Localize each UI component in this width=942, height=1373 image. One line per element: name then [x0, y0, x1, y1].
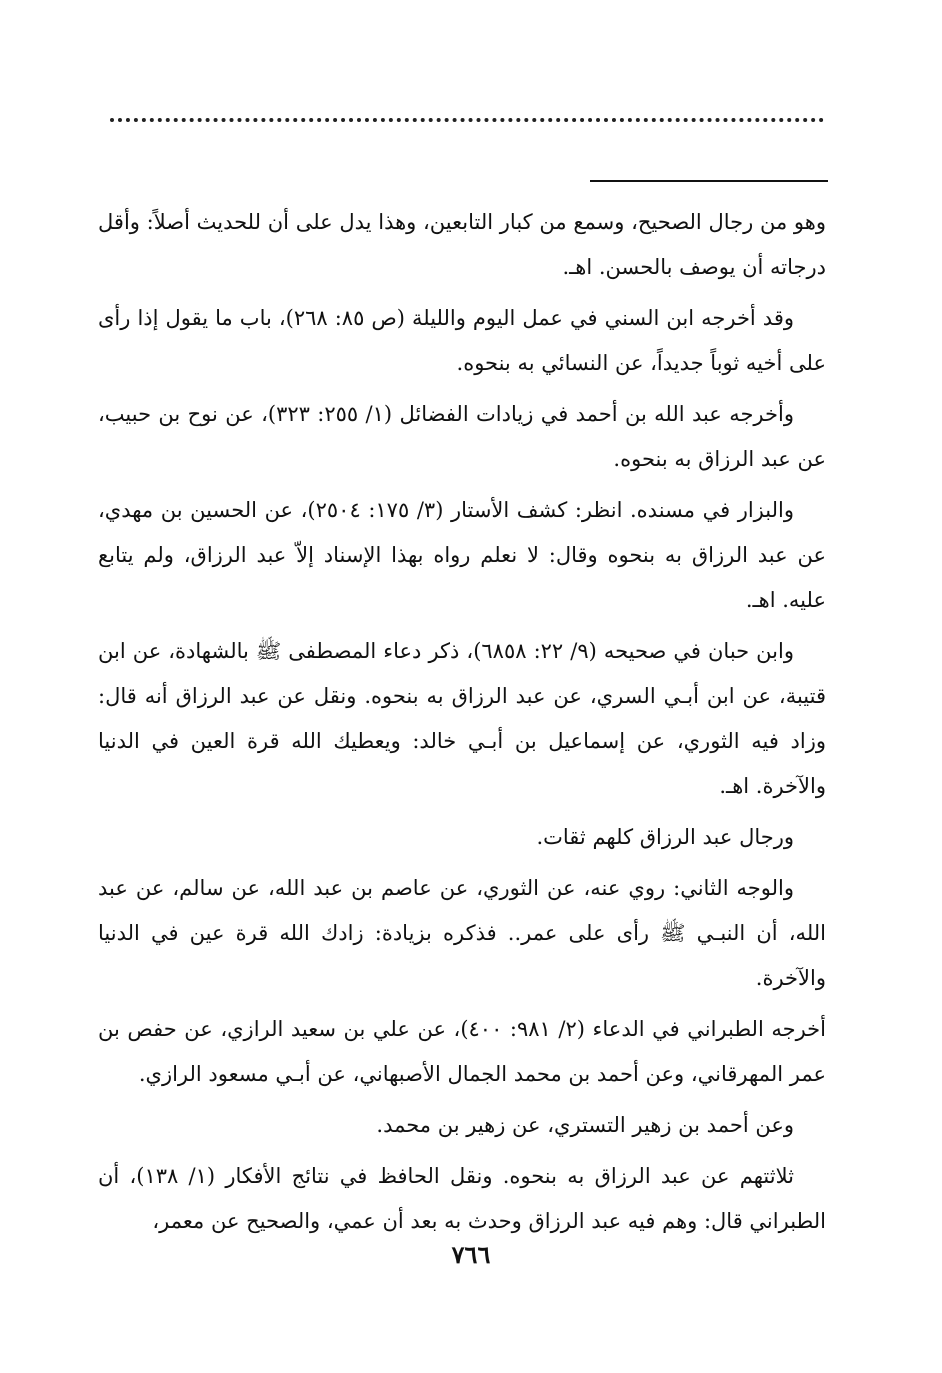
paragraph: ثلاثتهم عن عبد الرزاق به بنحوه. ونقل الحافظ في نتائج الأفكار (١/ ١٣٨)، أن الطبراني قال: وهم فيه عبد الرزاق وحدث به بعد أن عمي، والصحيح عن معمر، — [98, 1164, 826, 1233]
page-number: ٧٦٦ — [451, 1240, 491, 1269]
paragraph: وأخرجه عبد الله بن أحمد في زيادات الفضائل (١/ ٢٥٥: ٣٢٣)، عن نوح بن حبيب، عن عبد الرزاق به بنحوه. — [98, 402, 826, 471]
paragraph: وابن حبان في صحيحه (٩/ ٢٢: ٦٨٥٨)، ذكر دعاء المصطفى ﷺ بالشهادة، عن ابن قتيبة، عن ابن أبـي السري، عن عبد الرزاق به بنحوه. ونقل عن عبد الرزاق أنه قال: وزاد فيه الثوري، عن إسماعيل بن أبـي خالد: ويعطيك الله قرة العين في الدنيا والآخرة. اهـ. — [98, 639, 827, 798]
paragraph: وعن أحمد بن زهير التستري، عن زهير بن محمد. — [376, 1113, 794, 1137]
paragraph: والوجه الثاني: روي عنه، عن الثوري، عن عاصم بن عبد الله، عن سالم، عن عبد الله، أن النبـي ﷺ رأى على عمر.. فذكره بزيادة: زادك الله قرة عين في الدنيا والآخرة. — [98, 876, 826, 990]
paragraph: والبزار في مسنده. انظر: كشف الأستار (٣/ ١٧٥: ٢٥٠٤)، عن الحسين بن مهدي، عن عبد الرزاق به بنحوه وقال: لا نعلم رواه بهذا الإسناد إلاّ عبد الرزاق، ولم يتابع عليه. اهـ. — [98, 498, 826, 612]
paragraph: أخرجه الطبراني في الدعاء (٢/ ٩٨١: ٤٠٠)، عن علي بن سعيد الرازي، عن حفص بن عمر المهرقاني، وعن أحمد بن محمد الجمال الأصبهاني، عن أبـي مسعود الرازي. — [98, 1017, 826, 1086]
footnote-text — [98, 200, 826, 1250]
paragraph: وقد أخرجه ابن السني في عمل اليوم والليلة (ص ٨٥: ٢٦٨)، باب ما يقول إذا رأى على أخيه ثوباً جديداً، عن النسائي به بنحوه. — [98, 306, 826, 375]
footnote-rule — [590, 180, 828, 182]
dotted-separator — [110, 118, 824, 122]
paragraph: ورجال عبد الرزاق كلهم ثقات. — [536, 825, 794, 849]
paragraph: وهو من رجال الصحيح، وسمع من كبار التابعين، وهذا يدل على أن للحديث أصلاً: وأقل درجاته أن يوصف بالحسن. اهـ. — [98, 210, 826, 279]
